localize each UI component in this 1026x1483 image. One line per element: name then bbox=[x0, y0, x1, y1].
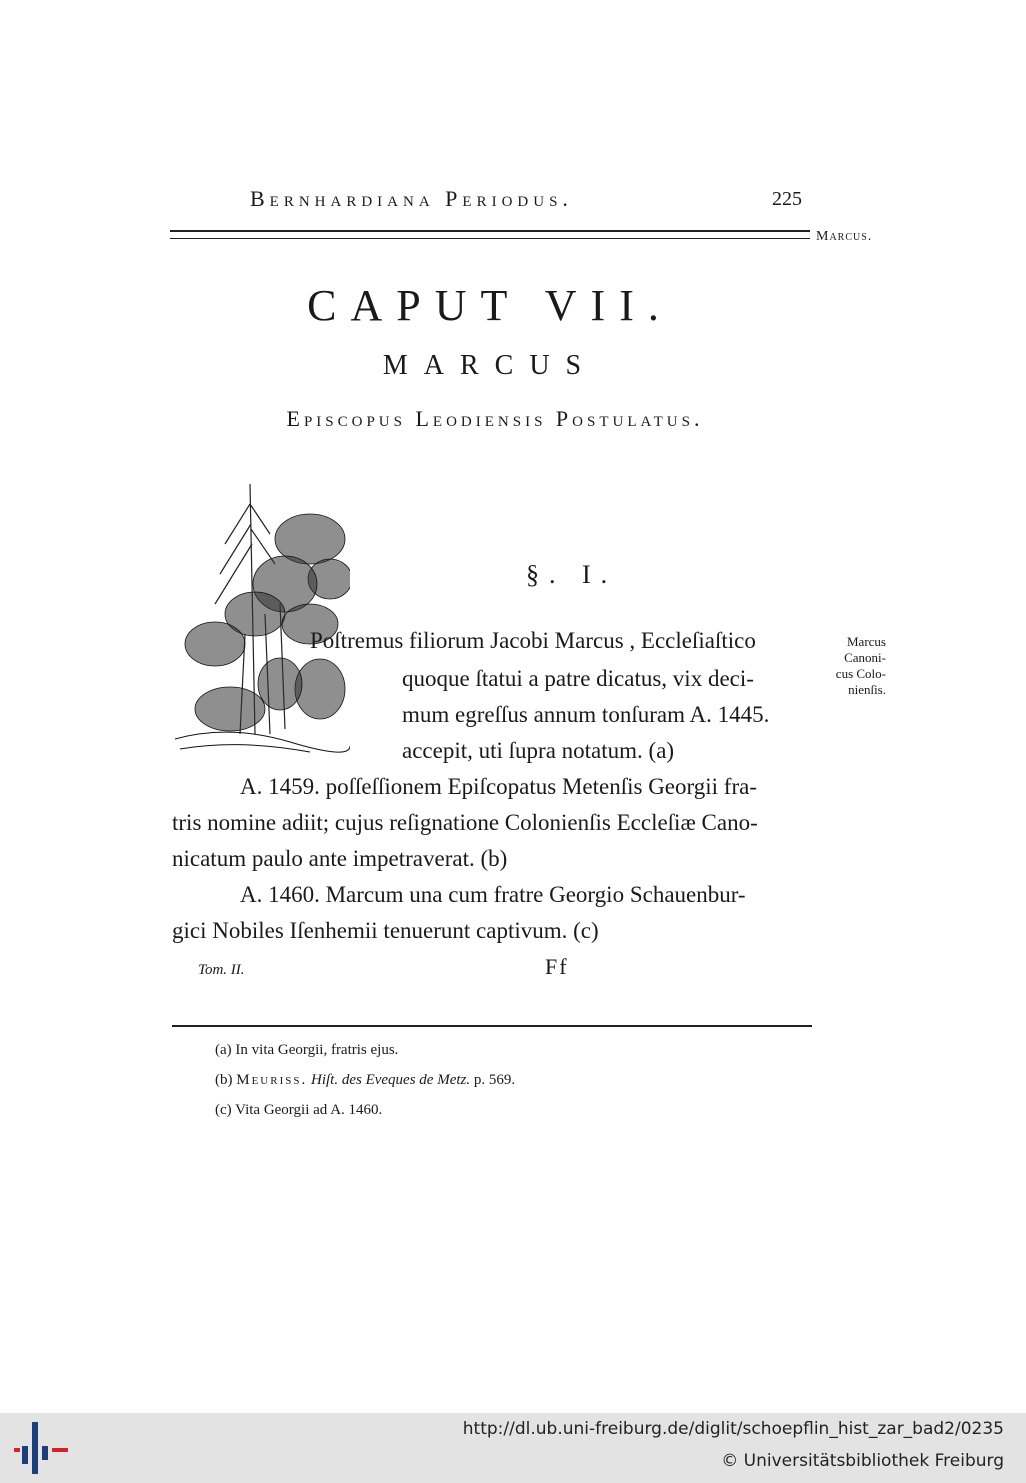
section-mark: §. I. bbox=[526, 560, 618, 589]
footnote-c bbox=[215, 1102, 382, 1119]
running-head: Bernhardiana Periodus. bbox=[250, 186, 573, 211]
copyright-notice: © Universitätsbibliothek Freiburg bbox=[721, 1451, 1004, 1471]
footnote-text: Vita Georgii ad A. 1460. bbox=[235, 1102, 383, 1118]
body-line: tris nomine adiit; cujus reſignatione Colonienſis Eccleſiæ Cano- bbox=[172, 810, 758, 835]
footnote-mark: (b) bbox=[215, 1072, 233, 1088]
footnote-page: p. 569. bbox=[473, 1072, 516, 1088]
footnote-rule bbox=[172, 1025, 812, 1027]
marginal-note-line: Canoni- bbox=[844, 650, 886, 665]
body-line: nicatum paulo ante impetraverat. (b) bbox=[172, 846, 508, 871]
chapter-subtitle: Episcopus Leodiensis Postulatus. bbox=[286, 406, 704, 431]
body-line: accepit, uti ſupra notatum. (a) bbox=[402, 738, 675, 763]
footnote-mark: (a) bbox=[215, 1042, 232, 1058]
marginal-note bbox=[816, 634, 886, 698]
body-line: Poſtremus filiorum Jacobi Marcus , Eccleſiaſtico bbox=[310, 628, 756, 653]
body-line: A. 1460. Marcum una cum fratre Georgio Schauenbur- bbox=[240, 882, 746, 907]
footnote-text: In vita Georgii, fratris ejus. bbox=[235, 1042, 399, 1058]
footnote-title: Hiſt. des Eveques de Metz. bbox=[311, 1072, 471, 1088]
page-number: 225 bbox=[772, 188, 802, 210]
volume-label: Tom. II. bbox=[198, 962, 245, 978]
signature-mark: Ff bbox=[545, 954, 569, 979]
body-line: mum egreſſus annum tonſuram A. 1445. bbox=[402, 702, 770, 727]
chapter-title: CAPUT VII. bbox=[307, 281, 673, 330]
marginal-note-line: Marcus bbox=[847, 634, 886, 649]
footnote-author: Meuriss. bbox=[236, 1072, 308, 1088]
ub-freiburg-logo-icon[interactable] bbox=[10, 1418, 70, 1478]
woodcut-tree-illustration bbox=[170, 484, 350, 764]
permalink-url[interactable]: http://dl.ub.uni-freiburg.de/diglit/schoepflin_hist_zar_bad2/0235 bbox=[462, 1419, 1004, 1439]
header-rule bbox=[170, 230, 810, 239]
marginal-note-line: cus Colo- bbox=[835, 666, 886, 681]
marginal-note-line: nienſis. bbox=[848, 682, 886, 697]
footnote-a bbox=[215, 1042, 398, 1059]
body-line: A. 1459. poſſeſſionem Epiſcopatus Metenſis Georgii fra- bbox=[240, 774, 757, 799]
body-line: quoque ſtatui a patre dicatus, vix deci- bbox=[402, 666, 754, 691]
footnote-mark: (c) bbox=[215, 1102, 232, 1118]
chapter-name: MARCUS bbox=[382, 350, 598, 381]
body-line: gici Nobiles Iſenhemii tenuerunt captivum. (c) bbox=[172, 918, 599, 943]
footnote-b bbox=[215, 1072, 515, 1089]
margin-head: Marcus. bbox=[816, 229, 873, 244]
